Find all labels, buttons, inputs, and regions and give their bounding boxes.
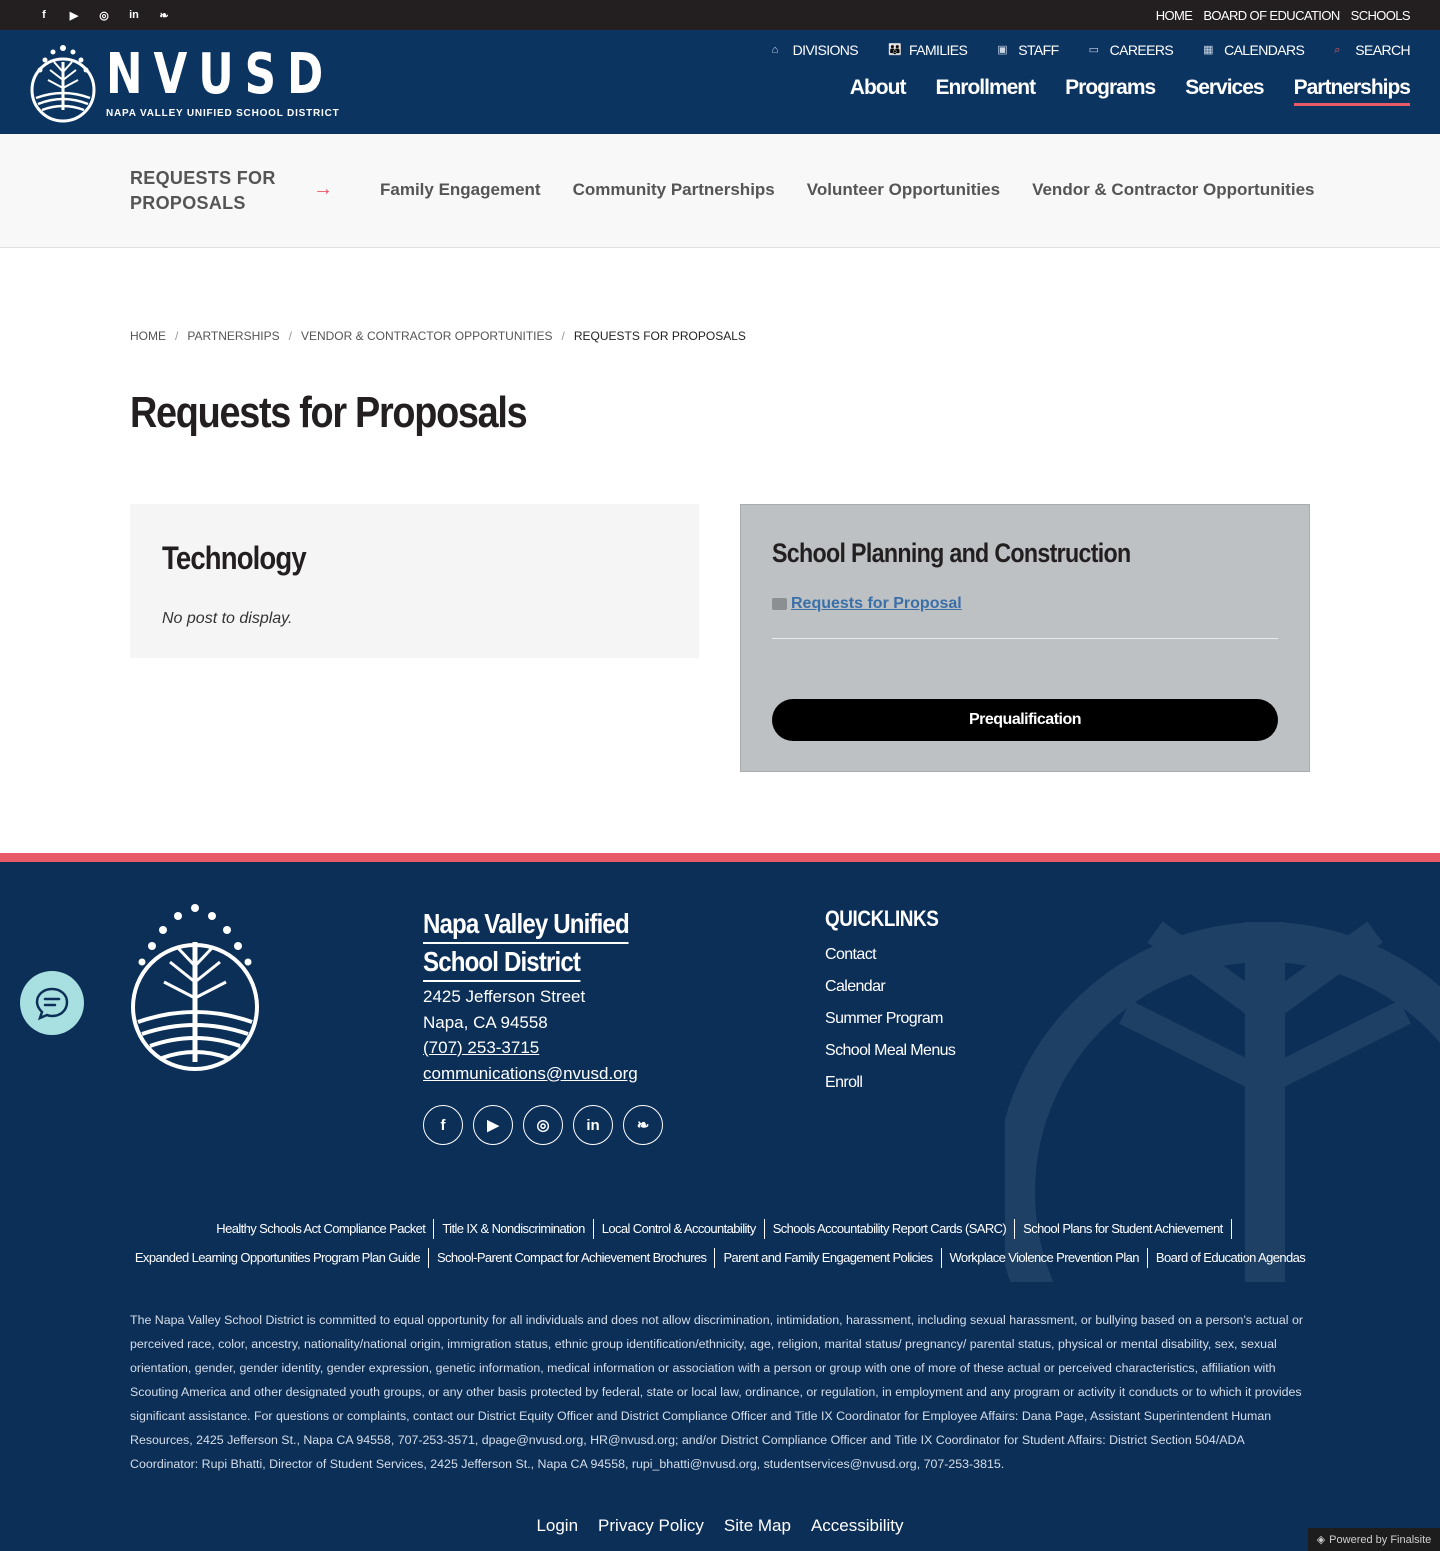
nav-staff[interactable] [997,42,1058,58]
utility-social [36,0,172,30]
powered-by-badge[interactable] [1308,1528,1440,1551]
phone-link[interactable]: (707) 253-3715 [423,1038,540,1057]
legal-link[interactable]: Healthy Schools Act Compliance Packet [208,1219,434,1239]
subnav-vendor-contractor[interactable]: Vendor & Contractor Opportunities [1032,180,1315,199]
subnav-volunteer-opportunities[interactable]: Volunteer Opportunities [806,180,1001,199]
peachjar-icon[interactable]: ❧ [623,1105,663,1145]
divider [772,638,1278,639]
legal-link[interactable]: Parent and Family Engagement Policies [715,1248,941,1268]
legal-link[interactable]: Workplace Violence Prevention Plan [942,1248,1148,1268]
logo-subtitle: NAPA VALLEY UNIFIED SCHOOL DISTRICT [106,107,340,119]
technology-card [130,504,699,658]
linkedin-icon[interactable]: in [129,9,139,21]
nav-search[interactable] [1334,42,1410,58]
breadcrumb-separator: / [288,329,292,343]
calendar-icon: ▦ [1203,44,1213,56]
district-name-line2: School District [423,944,580,982]
subnav-community-partnerships[interactable]: Community Partnerships [572,180,775,199]
legal-link[interactable]: School Plans for Student Achievement [1015,1219,1232,1239]
utility-link-schools[interactable]: SCHOOLS [1350,7,1410,23]
address-street: 2425 Jefferson Street [423,987,586,1006]
footer-district-name[interactable] [423,906,662,982]
quicklinks-list [825,944,955,1093]
footer-accent-bar [0,853,1440,862]
legal-links-row-1 [0,1219,1440,1239]
email-link[interactable]: communications@nvusd.org [423,1063,638,1083]
nav-careers[interactable] [1089,42,1173,58]
facebook-icon[interactable]: f [423,1105,463,1145]
logo-text [106,41,399,119]
finalsite-icon: ◈ [1316,1534,1326,1546]
footer-tree-logo-icon [128,902,262,1072]
subnav-links [380,180,1314,200]
divisions-icon: ⌂ [771,44,778,56]
tree-logo-icon [28,40,98,124]
footer-address [423,984,638,1086]
breadcrumb-partnerships[interactable]: PARTNERSHIPS [187,329,280,343]
nav-careers-label: CAREERS [1109,42,1174,58]
accessibility-link[interactable]: Accessibility [810,1516,904,1535]
quicklinks-title: QUICKLINKS [825,906,939,931]
chat-bubble-icon [34,985,70,1021]
page-title: Requests for Proposals [130,388,527,437]
legal-link[interactable]: Title IX & Nondiscrimination [434,1219,593,1239]
rfp-document-label[interactable]: Requests for Proposal [791,595,962,612]
staff-icon: ▣ [997,44,1008,56]
main-nav-partnerships[interactable]: Partnerships [1294,76,1410,106]
utility-links [1156,0,1410,30]
instagram-icon[interactable]: ◎ [99,9,109,22]
rfp-document-link[interactable] [772,595,962,613]
quicklink-summer-program[interactable]: Summer Program [825,1010,943,1027]
address-city: Napa, CA 94558 [423,1012,548,1032]
nondiscrimination-notice: The Napa Valley School District is committed to equal opportunity for all individuals and does not allow discrimination, intimidation, harassment, including sexual harassment, or bullying based on a person's actual or perceived race, color, ancestry, nationality/national origin, immigration status, ethnic group identification/ethnicity, age, religion, marital status/ pregnancy/ parental status, physical or mental disability, sex, sexual orientation, gender, gender identity, gender expression, genetic information, medical information or association with a person or group with one of more of these actual or perceived characteristics, affiliation with Scouting America and other designated youth groups, or any other basis protected by federal, state or local law, ordinance, or regulation, in employment and any program or activity it conducts or to which it provides significant assistance. For questions or complaints, contact our District Equity Officer and District Compliance Officer and Title IX Coordinator for Employee Affairs: Dana Page, Assistant Superintendent Human Resources, 2425 Jefferson St., Napa CA 94558, 707-253-3571, dpage@nvusd.org, HR@nvusd.org; and/or District Compliance Officer and Title IX Coordinator for Student Affairs: District Section 504/ADA Coordinator: Rupi Bhatti, Director of Student Services, 2425 Jefferson St., Napa CA 94558, rupi_bhatti@nvusd.org, studentservices@nvusd.org, 707-253-3815. [130,1313,1303,1471]
privacy-policy-link[interactable]: Privacy Policy [598,1516,704,1535]
chat-button[interactable] [20,971,84,1035]
legal-link[interactable]: Board of Education Agendas [1155,1250,1306,1265]
linkedin-icon[interactable]: in [573,1105,613,1145]
nav-search-label: SEARCH [1355,42,1410,58]
nav-families-label: FAMILIES [909,42,968,58]
instagram-icon[interactable]: ◎ [523,1105,563,1145]
subnav-current[interactable]: REQUESTS FOR PROPOSALS [130,168,276,213]
quicklink-contact[interactable]: Contact [825,946,876,963]
school-planning-card-title: School Planning and Construction [772,538,1131,568]
breadcrumb-current: REQUESTS FOR PROPOSALS [573,329,746,343]
legal-links-row-2 [0,1248,1440,1268]
careers-icon: ▭ [1088,44,1099,56]
peachjar-icon[interactable]: ❧ [159,9,169,22]
folder-icon [772,598,787,610]
nav-families[interactable] [888,42,967,58]
site-footer [0,862,1440,1551]
site-logo[interactable] [28,40,399,124]
arrow-right-icon: → [313,178,333,200]
quicklink-calendar[interactable]: Calendar [825,978,886,995]
utility-link-home[interactable]: HOME [1155,7,1193,23]
prequalification-button[interactable]: Prequalification [772,699,1278,741]
district-name-line1: Napa Valley Unified [423,906,629,944]
logo-title: NVUSD [106,41,335,107]
main-nav-programs[interactable]: Programs [1065,76,1156,99]
section-subnav [0,134,1440,248]
nav-divisions[interactable] [772,42,858,58]
site-header [0,30,1440,134]
nav-divisions-label: DIVISIONS [792,42,859,58]
legal-link[interactable]: Schools Accountability Report Cards (SARC) [765,1219,1015,1239]
subnav-family-engagement[interactable]: Family Engagement [380,180,541,199]
utility-link-board[interactable]: BOARD OF EDUCATION [1203,7,1340,23]
breadcrumb-home[interactable]: HOME [130,329,166,343]
breadcrumb-separator: / [561,329,565,343]
breadcrumb-separator: / [175,329,179,343]
main-nav-about[interactable]: About [849,76,906,99]
nav-calendars-label: CALENDARS [1224,42,1305,58]
main-nav-services[interactable]: Services [1185,76,1264,99]
login-link[interactable]: Login [536,1516,579,1535]
nav-staff-label: STAFF [1018,42,1059,58]
main-nav-enrollment[interactable]: Enrollment [935,76,1036,99]
powered-by-label: Powered by Finalsite [1329,1533,1432,1546]
utility-bar [0,0,1440,30]
youtube-icon[interactable]: ▶ [69,9,79,22]
breadcrumb [130,329,746,343]
school-planning-card [740,504,1310,772]
nav-calendars[interactable] [1203,42,1304,58]
facebook-icon[interactable]: f [42,9,46,21]
search-icon: ⌕ [1334,44,1340,56]
legal-link[interactable]: Local Control & Accountability [594,1219,765,1239]
main-nav [850,76,1410,106]
technology-card-title: Technology [162,540,306,576]
legal-link[interactable]: School-Parent Compact for Achievement Brochures [429,1248,716,1268]
legal-link[interactable]: Expanded Learning Opportunities Program Plan Guide [127,1248,429,1268]
footer-bottom-links [0,1516,1440,1536]
site-map-link[interactable]: Site Map [723,1516,791,1535]
secondary-nav [772,42,1410,58]
quicklink-enroll[interactable]: Enroll [825,1074,863,1091]
youtube-icon[interactable]: ▶ [473,1105,513,1145]
families-icon: 👪 [888,44,902,56]
breadcrumb-vendor[interactable]: VENDOR & CONTRACTOR OPPORTUNITIES [300,329,553,343]
technology-empty-message: No post to display. [162,610,293,627]
quicklink-meal-menus[interactable]: School Meal Menus [825,1042,956,1059]
footer-social [423,1105,663,1145]
